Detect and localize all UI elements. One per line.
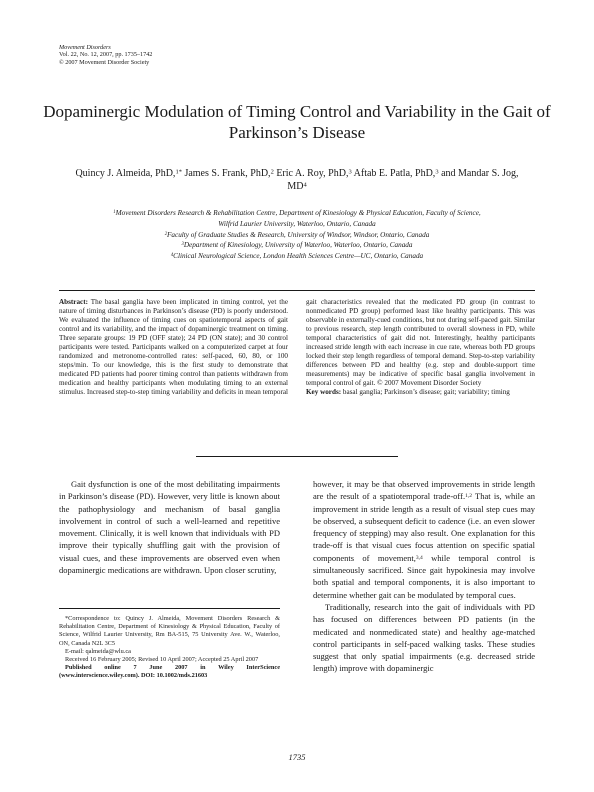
affil-text: Clinical Neurological Science, London Health Sciences Centre—UC, Ontario, Canada	[173, 252, 424, 261]
affil-text: Movement Disorders Research & Rehabilitation Centre, Department of Kinesiology & Physical Education, Faculty of Science,	[115, 209, 481, 217]
journal-volume: Vol. 22, No. 12, 2007, pp. 1735–1742	[59, 51, 153, 59]
body-paragraph: Gait dysfunction is one of the most debilitating impairments in Parkinson’s disease (PD). However, very little is known about the pathophysiology and mechanism of basal ganglia involvement in control of such a well-learned and repetitive movement. Clinically, it is well known that individuals with PD improve their typically shuffling gait with the provision of visual cues, and these improvements are observed even when dopaminergic medications are withdrawn. Upon closer scrutiny,	[59, 479, 280, 576]
bottom-divider	[196, 456, 398, 457]
email: E-mail: qalmeida@wlu.ca	[65, 647, 131, 655]
citation-mark: 1,2	[465, 493, 472, 500]
top-divider	[59, 290, 535, 291]
author-name: and Mandar S. Jog, MD	[287, 168, 519, 192]
author-name: Eric A. Roy, PhD,	[273, 168, 349, 179]
affiliations	[50, 208, 544, 262]
citation-mark: 3,4	[415, 554, 423, 561]
journal-name: Movement Disorders	[59, 44, 111, 51]
received-dates: Received 16 February 2005; Revised 10 April 2007; Accepted 25 April 2007	[65, 656, 259, 664]
abstract-text: The basal ganglia have been implicated in timing control, yet the nature of timing disturbances in Parkinson’s disease (PD) is poorly understood. We evaluated the influence of timing cues on spatiotemporal aspects of gait control and its variability, and the impact of dopaminergic treatment on timing. Three separate groups: 19 PD (OFF state); 24 PD (ON state); and 30 control participants were tested. Participants walked on a computerized carpet at four randomized and metronome-controlled rates: self-paced, 60, 80, or 100 steps/min. To our knowledge, this is the first study to demonstrate that medicated PD patients had poorer timing control than patients withdrawn from medication and healthy participants when modulating timing to an external stimulus. Increased step-to-step timing variability and deficits in mean temporal gait characteristics revealed that the medicated PD group (in contrast to nonmedicated PD group) performed least like healthy participants. This was observable in externally-cued conditions, but not during self-paced gait. Similar to previous research, step length contributed to overall slowness in PD, while temporal characteristics of gait did not. Interestingly, healthy participants increased stride length with each increase in cue rate, whereas both PD groups locked their step length regardless of temporal demand. Step-to-step variability differences between PD and healthy (e.g. step and double-support time measurements) may be indicative of specific basal ganglia involvement in temporal control of gait. © 2007 Movement Disorder Society	[59, 298, 535, 396]
author-affil-mark: 3	[435, 168, 439, 176]
affiliation-line	[50, 219, 544, 230]
affil-text: Department of Kinesiology, University of Waterloo, Waterloo, Ontario, Canada	[183, 241, 413, 250]
author-affil-mark: 4	[303, 181, 307, 189]
affil-number: 3	[181, 242, 184, 248]
affiliation-line	[50, 251, 544, 262]
affiliation-line	[50, 240, 544, 251]
affil-number: 1	[113, 210, 116, 216]
article-title: Dopaminergic Modulation of Timing Control and Variability in the Gait of Parkinson’s Disease	[43, 102, 551, 142]
body-paragraph: Traditionally, research into the gait of individuals with PD has focused on differences between PD patients (in the medicated and nonmedicated state) and healthy age-matched control participants in self-paced walking tasks. These studies suggest that only spatial impairments (e.g. decreased stride length) improve with dopaminergic	[313, 601, 535, 674]
footnote	[59, 615, 280, 681]
page-number: 1735	[288, 752, 306, 762]
affil-number: 2	[164, 231, 168, 237]
author-name: Aftab E. Patla, PhD,	[351, 168, 436, 179]
author-affil-mark: 3	[348, 168, 352, 176]
body-text: however, it may be that observed improvements in stride length are the result of a spatiotemporal trade-off.	[313, 479, 535, 502]
body-column-right	[313, 478, 535, 675]
correspondence: *Correspondence to: Quincy J. Almeida, Movement Disorders Research & Rehabilitation Centre, Department of Kinesiology & Physical Education, Faculty of Science, Wilfrid Laurier University, Rm BA-515, 75 University Ave. W., Waterloo, ON, Canada N2L 3C5	[59, 615, 280, 647]
author-affil-mark: 2	[270, 168, 274, 176]
affiliation-line	[50, 208, 544, 219]
author-list	[70, 167, 524, 193]
body-text: while temporal control is simultaneously sacrificed. Since gait hypokinesia may involve both spatial and temporal components, it is also important to determine whether gait can be modulated by temporal cues.	[313, 552, 535, 600]
author-name: James S. Frank, PhD,	[181, 168, 271, 179]
abstract	[59, 298, 535, 444]
body-text: That is, while an improvement in stride length as a result of visual step cues may be observed, a subsequent deficit to cadence (i.e. an even slower frequency of stepping) may also result. One explanation for this trade-off is that visual cues focus attention on specific spatial components of movement,	[313, 491, 536, 563]
keywords-text: basal ganglia; Parkinson’s disease; gait; variability; timing	[341, 388, 510, 396]
affil-text: Faculty of Graduate Studies & Research, University of Windsor, Windsor, Ontario, Canada	[167, 230, 430, 239]
author-affil-mark: 1*	[175, 168, 182, 176]
keywords	[306, 388, 535, 397]
affiliation-line	[50, 230, 544, 241]
author-name: Quincy J. Almeida, PhD,	[75, 168, 176, 179]
keywords-label: Key words:	[306, 388, 342, 396]
journal-copyright: © 2007 Movement Disorder Society	[59, 58, 150, 66]
affil-text: Wilfrid Laurier University, Waterloo, Ontario, Canada	[218, 219, 376, 228]
body-column-left	[59, 478, 280, 576]
footnote-divider	[59, 608, 280, 609]
affil-number: 4	[170, 253, 174, 259]
journal-header	[59, 44, 152, 66]
abstract-label: Abstract:	[59, 298, 88, 306]
body-paragraph	[313, 478, 535, 601]
published-online: Published online 7 June 2007 in Wiley InterScience (www.interscience.wiley.com). DOI: 10.1002/mds.21603	[59, 664, 280, 680]
